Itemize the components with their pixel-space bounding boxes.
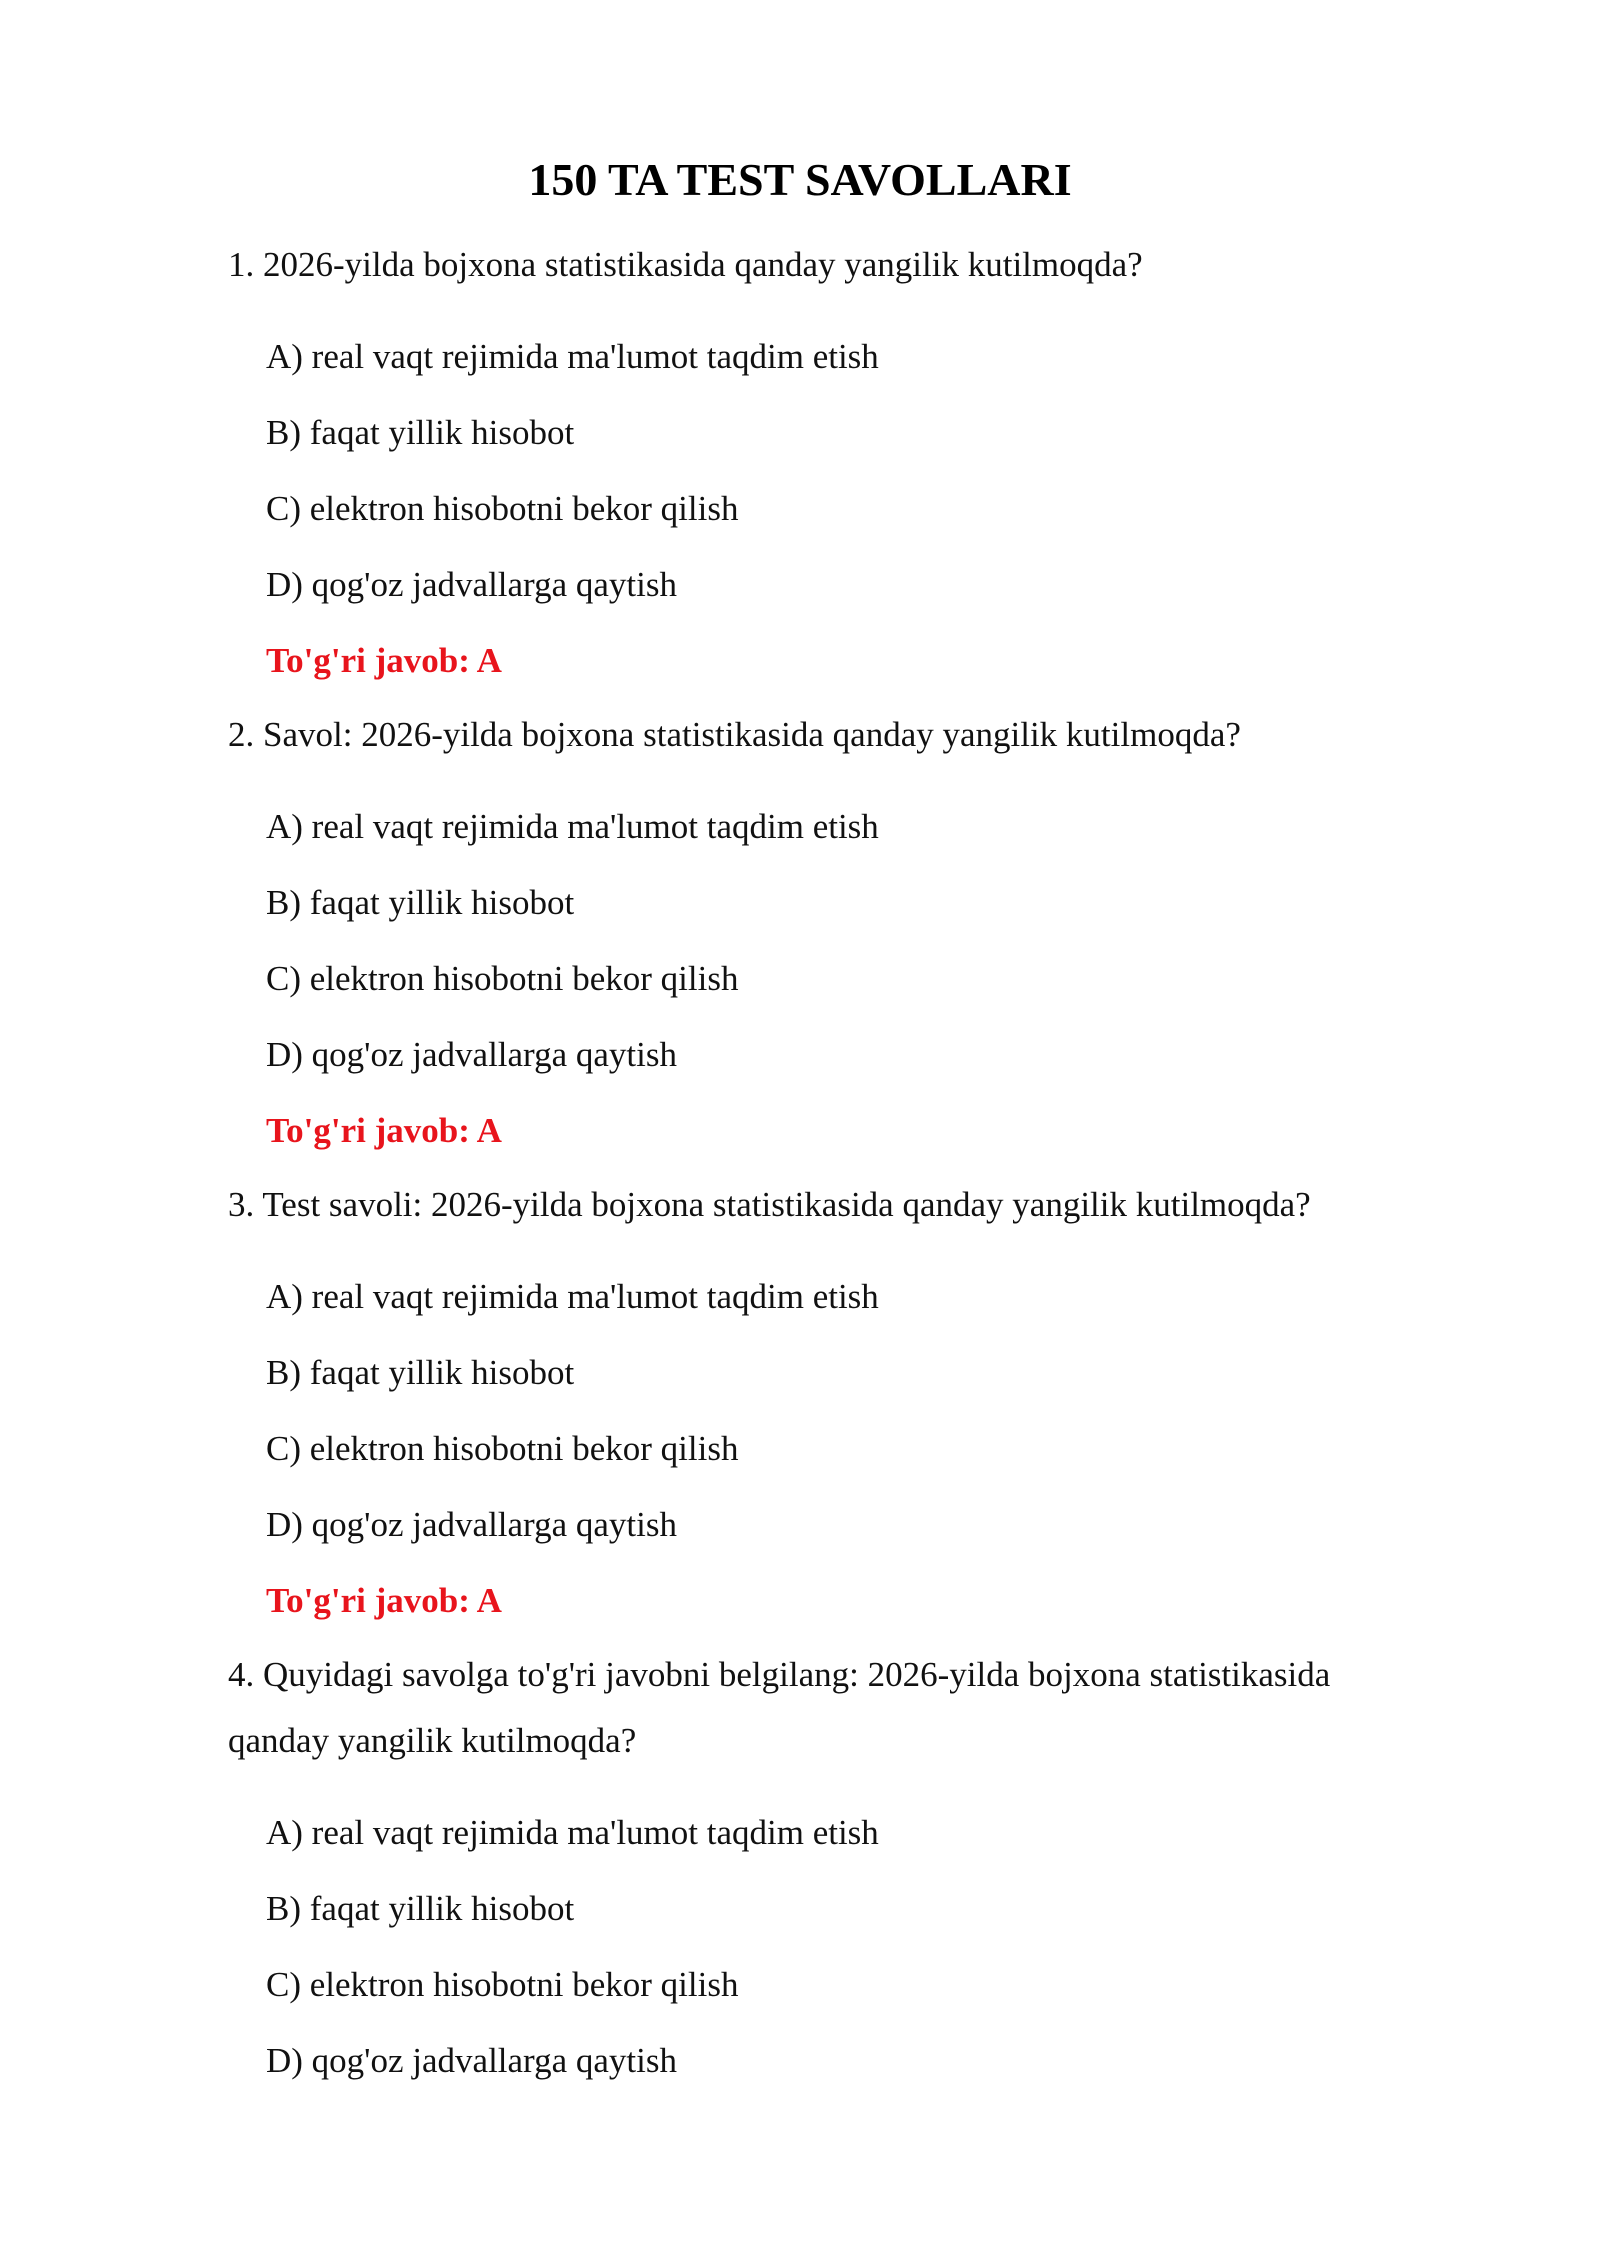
option-c: C) elektron hisobotni bekor qilish: [266, 1965, 739, 2004]
option-d: D) qog'oz jadvallarga qaytish: [266, 1035, 677, 1074]
option-b: B) faqat yillik hisobot: [266, 883, 575, 922]
correct-answer: To'g'ri javob: A: [266, 1581, 502, 1620]
answer-options: [266, 319, 1418, 623]
page-title: 150 TA TEST SAVOLLARI: [528, 154, 1072, 205]
question-text: 3. Test savoli: 2026-yilda bojxona statistikasida qanday yangilik kutilmoqda?: [228, 1185, 1311, 1224]
question-block-4: [228, 1642, 1418, 2099]
correct-answer: To'g'ri javob: A: [266, 641, 502, 680]
option-d: D) qog'oz jadvallarga qaytish: [266, 2041, 677, 2080]
answer-options: [266, 789, 1418, 1093]
answer-options: [266, 1259, 1418, 1563]
question-text: 4. Quyidagi savolga to'g'ri javobni belgilang: 2026-yilda bojxona statistikasida qanday yangilik kutilmoqda?: [228, 1655, 1331, 1760]
correct-answer: To'g'ri javob: A: [266, 1111, 502, 1150]
option-b: B) faqat yillik hisobot: [266, 1353, 575, 1392]
option-c: C) elektron hisobotni bekor qilish: [266, 1429, 739, 1468]
option-a: A) real vaqt rejimida ma'lumot taqdim etish: [266, 337, 879, 376]
question-block-1: [228, 232, 1418, 699]
question-text: 2. Savol: 2026-yilda bojxona statistikasida qanday yangilik kutilmoqda?: [228, 715, 1241, 754]
option-c: C) elektron hisobotni bekor qilish: [266, 959, 739, 998]
option-a: A) real vaqt rejimida ma'lumot taqdim etish: [266, 1813, 879, 1852]
option-d: D) qog'oz jadvallarga qaytish: [266, 565, 677, 604]
option-c: C) elektron hisobotni bekor qilish: [266, 489, 739, 528]
option-b: B) faqat yillik hisobot: [266, 413, 575, 452]
option-b: B) faqat yillik hisobot: [266, 1889, 575, 1928]
option-a: A) real vaqt rejimida ma'lumot taqdim etish: [266, 807, 879, 846]
option-d: D) qog'oz jadvallarga qaytish: [266, 1505, 677, 1544]
option-a: A) real vaqt rejimida ma'lumot taqdim etish: [266, 1277, 879, 1316]
question-block-2: [228, 702, 1418, 1169]
question-block-3: [228, 1172, 1418, 1639]
question-text: 1. 2026-yilda bojxona statistikasida qanday yangilik kutilmoqda?: [228, 245, 1143, 284]
answer-options: [266, 1795, 1418, 2099]
